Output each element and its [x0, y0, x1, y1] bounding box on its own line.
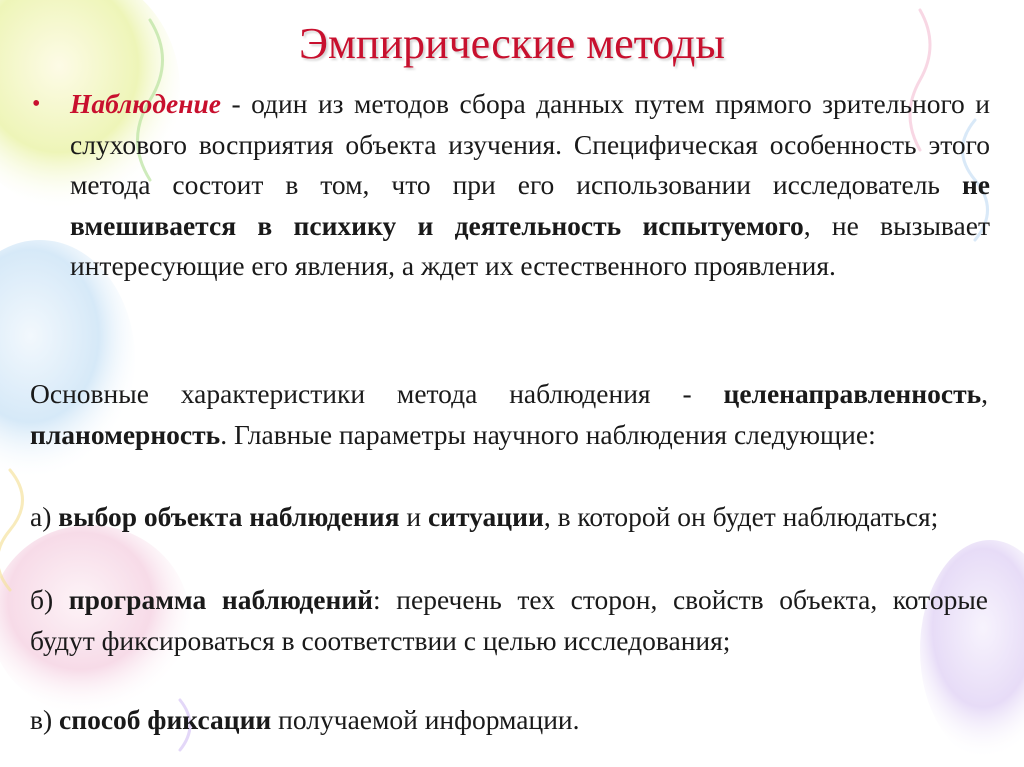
- term-observation: Наблюдение: [70, 88, 221, 119]
- item-b: [30, 580, 988, 661]
- characteristics-text-2: ,: [981, 378, 988, 409]
- bullet-marker: •: [32, 91, 41, 117]
- item-c-bold: способ фиксации: [59, 704, 272, 735]
- characteristics-paragraph: [30, 374, 988, 455]
- observation-definition: [70, 84, 990, 287]
- characteristic-systematic: планомерность: [30, 418, 221, 450]
- item-a-text-1: и: [399, 501, 428, 532]
- item-c-prefix: в): [30, 704, 60, 735]
- item-a-bold-1: выбор объекта наблюдения: [58, 501, 400, 532]
- item-c-text: получаемой информации.: [271, 704, 580, 735]
- item-a-text-2: , в которой он будет наблюдаться;: [543, 501, 939, 532]
- definition-text-1: - один из методов сбора данных путем прямого зрительного и слухового восприятия объекта изучения. Специфическая особенность этого метода состоит в том, что при его использовании исследователь: [70, 88, 990, 201]
- item-a-prefix: а): [30, 501, 59, 532]
- definition-bold: не вмешивается в психику и деятельность испытуемого: [70, 169, 990, 241]
- slide-title: Эмпирические методы: [299, 19, 725, 68]
- item-b-prefix: б): [30, 584, 69, 615]
- item-a: [30, 497, 988, 538]
- characteristics-text-1: Основные характеристики метода наблюдения -: [30, 378, 724, 409]
- characteristics-text-3: . Главные параметры научного наблюдения следующие:: [220, 418, 876, 450]
- item-a-bold-2: ситуации: [427, 501, 544, 532]
- item-c: [30, 700, 988, 741]
- item-b-bold: программа наблюдений: [68, 584, 374, 615]
- characteristic-purposefulness: целенаправленность: [723, 378, 982, 409]
- item-b-text: : перечень тех сторон, свойств объекта, которые будут фиксироваться в соответствии с целью исследования;: [30, 584, 988, 656]
- definition-text-2: , не вызывает интересующие его явления, а ждет их естественного проявления.: [70, 209, 990, 282]
